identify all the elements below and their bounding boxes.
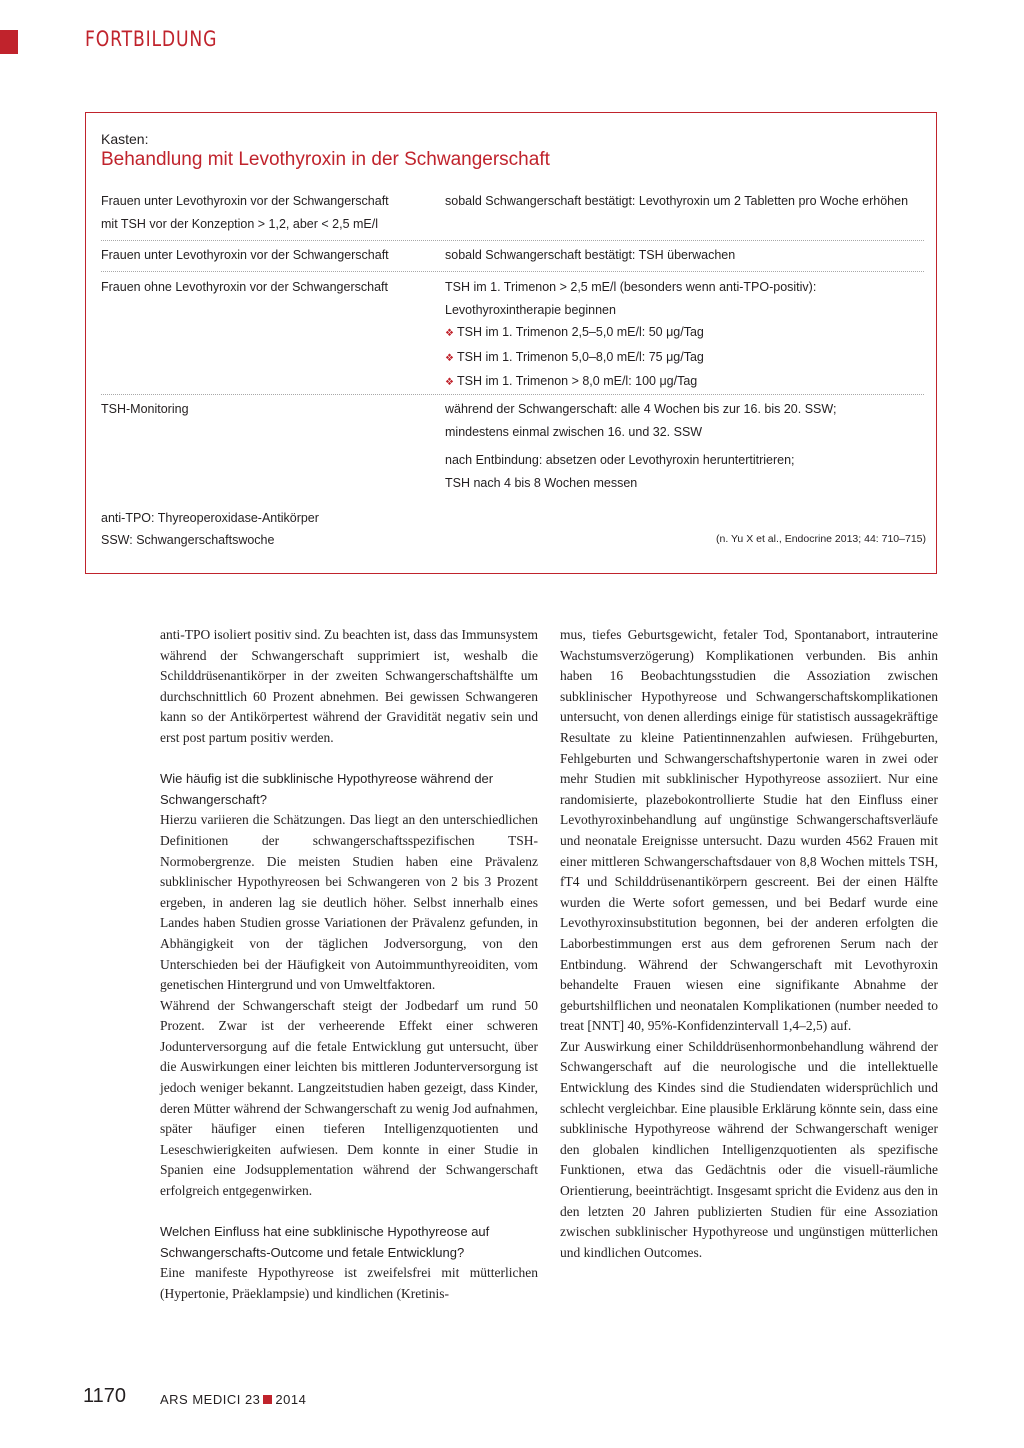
journal-name: ARS MEDICI 23	[160, 1392, 261, 1407]
box-title: Behandlung mit Levothyroxin in der Schwangerschaft	[101, 149, 550, 170]
diamond-bullet-icon: ❖	[445, 328, 454, 339]
box-kicker: Kasten:	[101, 131, 149, 147]
dotted-separator	[101, 240, 924, 241]
box-row-action: sobald Schwangerschaft bestätigt: TSH überwachen	[445, 248, 736, 262]
diamond-bullet-icon: ❖	[445, 352, 454, 364]
dose-bullet: ❖ TSH im 1. Trimenon > 8,0 mE/l: 100 μg/Tag	[445, 374, 698, 388]
box-row-condition: TSH-Monitoring	[101, 402, 189, 416]
dotted-separator	[101, 271, 924, 272]
info-box	[85, 112, 937, 574]
page-number: 1170	[83, 1385, 127, 1407]
dose-bullet: ❖ TSH im 1. Trimenon 5,0–8,0 mE/l: 75 μg/Tag	[445, 349, 704, 364]
footnote-anti-tpo: anti-TPO: Thyreoperoxidase-Antikörper	[101, 511, 319, 525]
paragraph: anti-TPO isoliert positiv sind. Zu beachten ist, dass das Immunsystem während der Schwangerschaft supprimiert ist, weshalb die Schilddrüsenantikörper in der zweiten Schwangerschaftshälfte um durchschnittlich 60 Prozent abnehmen. Bei gewissen Schwangeren kann so der Antikörpertest während der Gravidität negativ sein und erst post partum positiv werden.	[160, 627, 538, 745]
box-row-action: sobald Schwangerschaft bestätigt: Levothyroxin um 2 Tabletten pro Woche erhöhen	[445, 194, 909, 208]
journal-year: 2014	[275, 1392, 307, 1407]
paragraph: Eine manifeste Hypothyreose ist zweifelsfrei mit mütterlichen (Hypertonie, Präeklampsie) und kindlichen (Kretinis-	[160, 1265, 538, 1301]
paragraph: mus, tiefes Geburtsgewicht, fetaler Tod, Spontanabort, intrauterine Wachstumsverzögerung) Komplikationen verbunden. Bis anhin haben 16 Beobachtungsstudien die Assoziation zwischen subklinischer Hypothyreose und Schwangerschaftskomplikationen untersucht, von denen allerdings einige für statistisch aussagekräftige Resultate zu kleine Patientinnenzahlen aufwiesen. Frühgeburten, Fehlgeburten und Schwangerschaftshypertonie waren in zwei oder mehr Studien mit subklinischer Hypothyreose assoziiert. Nur eine randomisierte, plazebokontrollierte Studie hat den Einfluss einer Levothyroxinbehandlung auf ungünstige Schwangerschaftsverläufe und neonatale Ereignisse untersucht. Dazu wurden 4562 Frauen mit einer mittleren Schwangerschaftsdauer von 8,8 Wochen mittels TSH, fT4 und Schilddrüsenantikörpern gescreent. Bei der einen Hälfte wurden die Werte sofort gemessen, und bei Bedarf wurde eine Levothyroxinsubstitution begonnen, bei der anderen erfolgten die Laborbestimmungen erst aus dem gefrorenen Serum nach der Entbindung. Während der Schwangerschaft mit Levothyroxin behandelte Frauen wiesen eine signifikante Abnahme der geburtshilflichen und neonatalen Komplikationen (number needed to treat [NNT] 40, 95%-Konfidenzintervall 1,4–2,5) auf.	[560, 627, 938, 1034]
journal-footer	[160, 1392, 306, 1407]
paragraph: Hierzu variieren die Schätzungen. Das liegt an den unterschiedlichen Definitionen der schwangerschaftsspezifischen TSH-Normobergrenze. Die meisten Studien haben eine Prävalenz subklinischer Hypothyreosen bei Schwangeren von 2 bis 3 Prozent ergeben, in anderen lag sie deutlich höher. Selbst innerhalb eines Landes haben Studien grosse Variationen der Prävalenz gefunden, in Abhängigkeit von der täglichen Jodversorgung, von den Unterschieden bei der Häufigkeit von Autoimmunthyreoiditen, vom genetischen Hintergrund und von Umweltfaktoren.	[160, 812, 538, 993]
section-label: FORTBILDUNG	[85, 27, 218, 51]
paragraph: Zur Auswirkung einer Schilddrüsenhormonbehandlung während der Schwangerschaft auf die neurologische und die intellektuelle Entwicklung des Kindes sind die Studiendaten widersprüchlich und schlecht vergleichbar. Eine plausible Erklärung könnte sein, dass eine subklinische Hypothyreose während der Schwangerschaft weniger den globalen kindlichen Intelligenzquotienten als spezifische Funktionen, etwa das Gedächtnis oder die visuell-räumliche Orientierung, beeinträchtigt. Insgesamt spricht die Evidenz aus den in den letzten 20 Jahren publizierten Studien für eine Assoziation zwischen subklinischer Hypothyreose und ungünstigen mütterlichen und kindlichen Outcomes.	[560, 1038, 938, 1260]
footnote-ssw: SSW: Schwangerschaftswoche	[101, 533, 275, 547]
box-row-condition: Frauen ohne Levothyroxin vor der Schwangerschaft	[101, 280, 388, 294]
box-citation: (n. Yu X et al., Endocrine 2013; 44: 710–715)	[716, 533, 926, 545]
dotted-separator	[101, 394, 924, 395]
box-row-action: TSH im 1. Trimenon > 2,5 mE/l (besonders wenn anti-TPO-positiv): Levothyroxintherapie beginnen ❖ TSH im 1. Trimenon 2,5–5,0 mE/l: 50 μg/Tag ❖ TSH im 1. Trimenon 5,0–8,0 mE/l: 75 μg/Tag ❖ TSH im 1. Trimenon > 8,0 mE/l: 100 μg/Tag	[445, 276, 925, 395]
section-accent-bar	[0, 30, 18, 54]
paragraph: Während der Schwangerschaft steigt der Jodbedarf um rund 50 Prozent. Zwar ist der verheerende Effekt einer schweren Jodunterversorgung auf die fetale Entwicklung gut untersucht, über die Auswirkungen einer leichten bis mittleren Jodunterversorgung ist jedoch weniger bekannt. Langzeitstudien haben gezeigt, dass Kinder, deren Mütter während der Schwangerschaft zu wenig Jod aufnahmen, später häufiger einen tieferen Intelligenzquotienten und Leseschwierigkeiten aufwiesen. Dem konnte in einer Studie in Spanien eine Jodsupplementation während der Schwangerschaft erfolgreich entgegenwirken.	[160, 997, 538, 1199]
box-row-condition: Frauen unter Levothyroxin vor der Schwangerschaft	[101, 248, 389, 262]
box-row-condition: Frauen unter Levothyroxin vor der Schwangerschaft mit TSH vor der Konzeption > 1,2, aber < 2,5 mE/l	[101, 194, 389, 231]
square-separator-icon	[263, 1395, 272, 1404]
box-row-action: während der Schwangerschaft: alle 4 Wochen bis zur 16. bis 20. SSW; mindestens einmal zwischen 16. und 32. SSW nach Entbindung: absetzen oder Levothyroxin heruntertitrieren; TSH nach 4 bis 8 Wochen messen	[445, 402, 837, 490]
subheading: Wie häufig ist die subklinische Hypothyreose während der Schwangerschaft?	[160, 771, 494, 807]
diamond-bullet-icon: ❖	[445, 377, 454, 388]
subheading: Welchen Einfluss hat eine subklinische Hypothyreose auf Schwangerschafts-Outcome und fetale Entwicklung?	[160, 1224, 490, 1260]
article-column-right	[560, 625, 938, 1263]
article-column-left	[160, 625, 538, 1305]
dose-bullet: ❖ TSH im 1. Trimenon 2,5–5,0 mE/l: 50 μg/Tag	[445, 325, 704, 339]
